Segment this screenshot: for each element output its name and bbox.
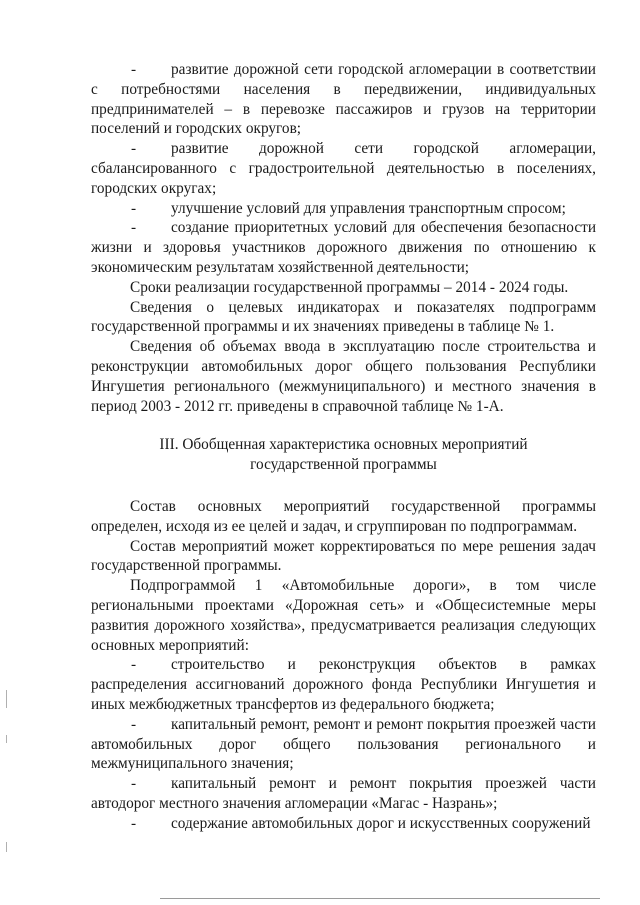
list-item-text: строительство и реконструкция объектов в рамках распределения ассигнований дорожного фонда Республики Ингушетия и иных межбюджетных трансфертов из федерального бюджета; <box>91 656 596 713</box>
spacer <box>91 475 596 497</box>
scan-artifact-speck <box>6 690 7 708</box>
list-item-text: создание приоритетных условий для обеспечения безопасности жизни и здоровья участников дорожного движения по отношению к экономическим результатам хозяйственной деятельности; <box>91 219 596 276</box>
list-dash: - <box>131 775 137 793</box>
list-item <box>91 139 596 198</box>
paragraph-subprogram-1: Подпрограммой 1 «Автомобильные дороги», в том числе региональными проектами «Дорожная сеть» и «Общесистемные меры развития дорожного хозяйства», предусматривается реализация следующих основных мероприятий: <box>91 577 596 654</box>
list-dash: - <box>131 715 137 733</box>
section-heading-line-1: III. Обобщенная характеристика основных мероприятий <box>159 436 528 454</box>
paragraph-composition: Состав основных мероприятий государственной программы определен, исходя из ее целей и задач, и сгруппирован по подпрограммам. <box>91 497 596 535</box>
list-item <box>91 715 596 774</box>
list-item-text: развитие дорожной сети городской агломерации, сбалансированного с градостроительной деятельностью в поселениях, городских округах; <box>91 140 596 197</box>
scan-artifact-speck <box>6 842 7 852</box>
scan-artifact-line <box>160 898 600 899</box>
list-item <box>91 655 596 714</box>
list-item <box>91 774 596 814</box>
list-dash: - <box>131 814 137 832</box>
list-dash: - <box>131 199 137 217</box>
list-item-text: капитальный ремонт, ремонт и ремонт покрытия проезжей части автомобильных дорог общего пользования регионального и межмуниципального значения; <box>91 715 596 773</box>
list-item <box>91 814 596 834</box>
section-heading <box>91 435 596 475</box>
list-item-text: содержание автомобильных дорог и искусственных сооружений <box>171 814 591 832</box>
section-heading-line-2: государственной программы <box>250 456 437 474</box>
list-item <box>91 60 596 139</box>
paragraph-indicators: Сведения о целевых индикаторах и показателях подпрограмм государственной программы и их значениях приведены в таблице № 1. <box>91 298 596 336</box>
list-dash: - <box>131 61 137 78</box>
list-dash: - <box>131 219 137 237</box>
document-page <box>91 60 596 833</box>
list-item-text: развитие дорожной сети городской агломерации в соответствии с потребностями населения в передвижении, индивидуальных предпринимателей – в перевозке пассажиров и грузов на территории поселений и городских округов; <box>91 61 596 138</box>
paragraph-program-terms: Сроки реализации государственной программы – 2014 - 2024 годы. <box>130 278 569 296</box>
list-item-text: улучшение условий для управления транспортным спросом; <box>171 199 566 217</box>
list-item-text: капитальный ремонт и ремонт покрытия проезжей части автодорог местного значения агломерации «Магас - Назрань»; <box>91 775 596 812</box>
list-dash: - <box>131 140 137 158</box>
paragraph-commissioning: Сведения об объемах ввода в эксплуатацию после строительства и реконструкции автомобильных дорог общего пользования Республики Ингушетия регионального (межмуниципального) и местного значения в период 2003 - 2012 гг. приведены в справочной таблице № 1-А. <box>91 338 596 415</box>
paragraph-adjustment: Состав мероприятий может корректироваться по мере решения задач государственной программы. <box>91 537 596 575</box>
spacer <box>91 416 596 435</box>
scan-artifact-speck <box>6 735 7 743</box>
list-dash: - <box>131 656 137 674</box>
list-item <box>91 218 596 277</box>
list-item <box>91 199 596 219</box>
